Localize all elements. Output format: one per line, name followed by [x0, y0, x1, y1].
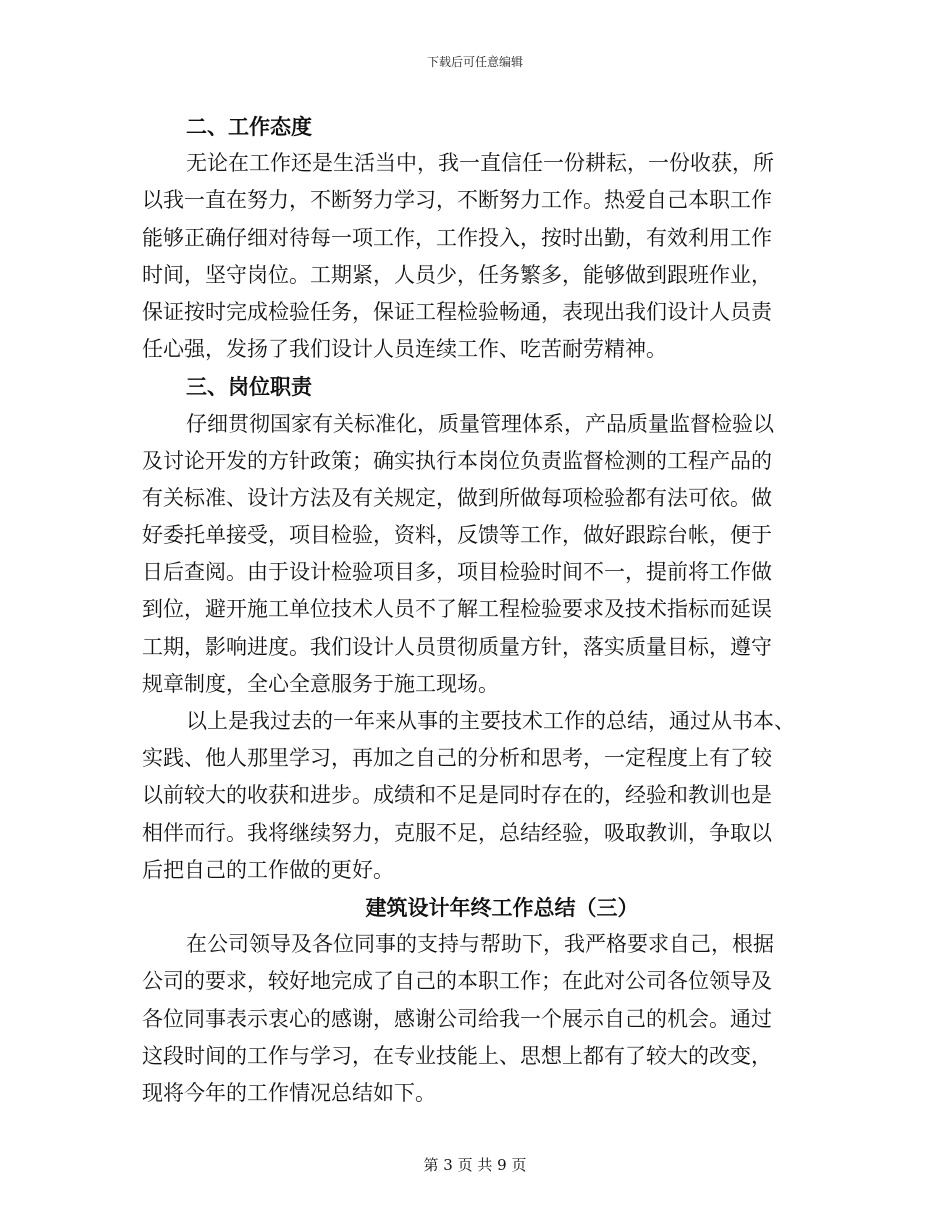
paragraph-line: 各位同事表示衷心的感谢，感谢公司给我一个展示自己的机会。通过: [142, 1006, 772, 1031]
paragraph-line: 到位，避开施工单位技术人员不了解工程检验要求及技术指标而延误: [142, 597, 772, 622]
section-heading-work-attitude: 二、工作态度: [186, 114, 312, 139]
section-heading-job-duties: 三、岗位职责: [186, 374, 312, 400]
paragraph-line: 现将今年的工作情况总结如下。: [142, 1080, 436, 1105]
paragraph-line: 有关标准、设计方法及有关规定，做到所做每项检验都有法可依。做: [142, 485, 772, 510]
paragraph-line: 相伴而行。我将继续努力，克服不足，总结经验，吸取教训，争取以: [142, 820, 772, 845]
paragraph-line: 无论在工作还是生活当中，我一直信任一份耕耘，一份收获，所: [186, 151, 774, 176]
paragraph-line: 时间，坚守岗位。工期紧，人员少，任务繁多，能够做到跟班作业，: [142, 262, 772, 287]
document-body: [142, 108, 802, 1112]
paragraph-line: 能够正确仔细对待每一项工作，工作投入，按时出勤，有效利用工作: [142, 225, 772, 250]
paragraph-line: 以前较大的收获和进步。成绩和不足是同时存在的，经验和教训也是: [142, 783, 772, 808]
paragraph-line: 工期，影响进度。我们设计人员贯彻质量方针，落实质量目标，遵守: [142, 634, 772, 659]
paragraph-line: 以上是我过去的一年来从事的主要技术工作的总结，通过从书本、: [186, 709, 795, 733]
paragraph-line: 以我一直在努力，不断努力学习，不断努力工作。热爱自己本职工作: [142, 188, 772, 213]
paragraph-line: 日后查阅。由于设计检验项目多，项目检验时间不一，提前将工作做: [142, 560, 772, 585]
paragraph-line: 这段时间的工作与学习，在专业技能上、思想上都有了较大的改变，: [142, 1043, 772, 1068]
paragraph-line: 好委托单接受，项目检验，资料，反馈等工作，做好跟踪台帐，便于: [142, 523, 772, 548]
paragraph-line: 规章制度，全心全意服务于施工现场。: [142, 671, 499, 696]
paragraph-line: 公司的要求，较好地完成了自己的本职工作；在此对公司各位领导及: [142, 969, 772, 994]
paragraph-line: 后把自己的工作做的更好。: [142, 857, 394, 882]
paragraph-line: 实践、他人那里学习，再加之自己的分析和思考，一定程度上有了较: [142, 746, 772, 771]
paragraph-line: 任心强，发扬了我们设计人员连续工作、吃苦耐劳精神。: [142, 337, 667, 362]
header-note: 下载后可任意编辑: [426, 55, 523, 69]
paragraph-line: 在公司领导及各位同事的支持与帮助下，我严格要求自己，根据: [186, 932, 774, 957]
page-number: 第 3 页 共 9 页: [423, 1156, 527, 1174]
paragraph-line: 及讨论开发的方针政策；确实执行本岗位负责监督检测的工程产品的: [142, 448, 772, 473]
document-section-title: 建筑设计年终工作总结（三）: [365, 894, 639, 920]
paragraph-line: 仔细贯彻国家有关标准化，质量管理体系，产品质量监督检验以: [186, 411, 774, 436]
paragraph-line: 保证按时完成检验任务，保证工程检验畅通，表现出我们设计人员责: [142, 299, 772, 324]
